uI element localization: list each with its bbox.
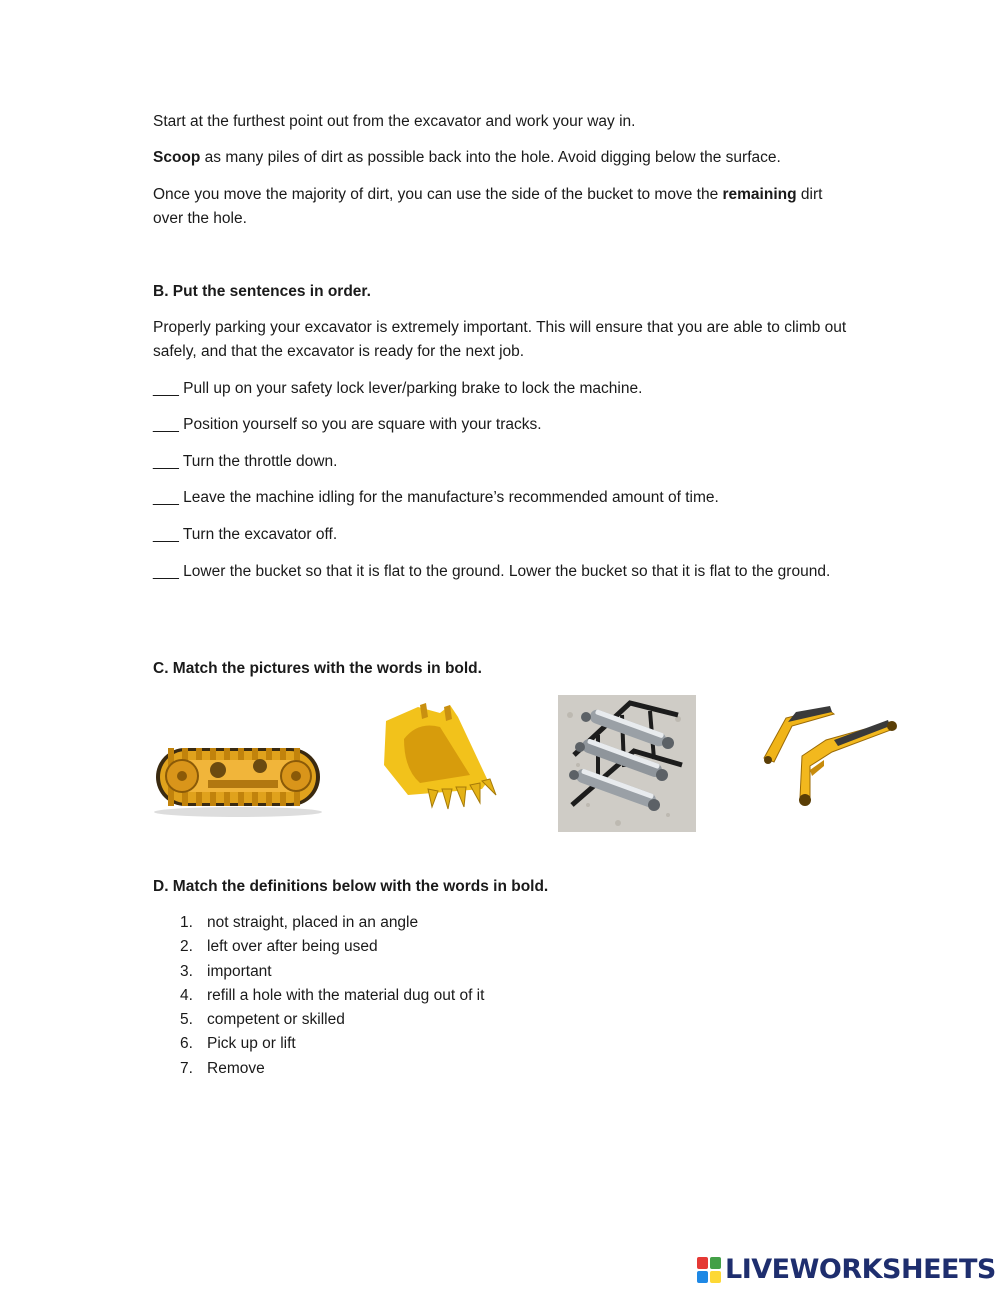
bucket-image [378,703,500,811]
order-item-text: Turn the throttle down. [178,453,338,470]
order-item [153,377,853,401]
order-item-text: Lower the bucket so that it is flat to the ground. Lower the bucket so that it is flat to the ground. [178,563,831,580]
order-item [153,486,853,510]
list-item [180,984,485,1008]
list-item [180,935,484,959]
order-item [153,523,853,547]
paragraph-remaining-end: dirt over the hole. [153,186,823,227]
section-b-heading: B. Put the sentences in order. [153,283,371,300]
list-number: 5. [180,1011,193,1029]
order-blank[interactable]: ___ [153,416,179,433]
list-item [180,1057,484,1081]
paragraph-start-furthest: Start at the furthest point out from the excavator and work your way in. [153,113,636,130]
list-number: 4. [180,986,193,1004]
paragraph-scoop [153,146,853,170]
list-item [180,1032,484,1056]
liveworksheets-logo-icon [697,1253,723,1287]
bold-word-remaining: remaining [722,186,797,203]
paragraph-remaining-start: Once you move the majority of dirt, you can use the side of the bucket to move the [153,186,723,203]
definition-text: important [207,962,272,980]
order-blank[interactable]: ___ [153,380,179,397]
definition-text: competent or skilled [207,1011,345,1029]
list-number: 6. [180,1035,193,1053]
crawler-track-image [152,726,324,818]
order-item [153,560,848,584]
list-item [180,1008,484,1032]
order-item-text: Turn the excavator off. [178,526,338,543]
bold-word-scoop: Scoop [153,149,201,166]
section-d-heading: D. Match the definitions below with the words in bold. [153,878,549,895]
list-item [180,911,484,935]
definition-text: not straight, placed in an angle [207,914,419,931]
order-item [153,413,853,437]
order-item-text: Position yourself so you are square with your tracks. [178,416,542,433]
list-number: 3. [180,962,193,980]
section-c-heading: C. Match the pictures with the words in bold. [153,660,482,677]
paragraph-scoop-rest: as many piles of dirt as possible back into the hole. Avoid digging below the surface. [200,149,781,166]
definition-text: Pick up or lift [207,1035,296,1053]
order-blank[interactable]: ___ [153,453,179,470]
boom-arm-image [758,700,902,812]
list-number: 2. [180,938,193,956]
list-item [180,960,484,984]
order-item-text: Pull up on your safety lock lever/parking brake to lock the machine. [178,380,643,397]
definitions-list [153,911,484,1081]
order-blank[interactable]: ___ [153,563,179,580]
list-number: 7. [180,1059,193,1077]
section-b-intro: Properly parking your excavator is extremely important. This will ensure that you are able to climb out safely, and that the excavator is ready for the next job. [153,319,847,360]
definition-text: Remove [207,1059,265,1077]
list-number: 1. [180,914,193,931]
definition-text: refill a hole with the material dug out of it [207,986,485,1004]
liveworksheets-brand[interactable]: LIVEWORKSHEETS [725,1254,996,1285]
order-blank[interactable]: ___ [153,526,179,543]
order-blank[interactable]: ___ [153,489,179,506]
track-rollers-image [558,695,696,832]
order-item [153,450,853,474]
paragraph-remaining [153,183,853,231]
definition-text: left over after being used [207,938,378,956]
order-item-text: Leave the machine idling for the manufacture’s recommended amount of time. [178,489,719,506]
